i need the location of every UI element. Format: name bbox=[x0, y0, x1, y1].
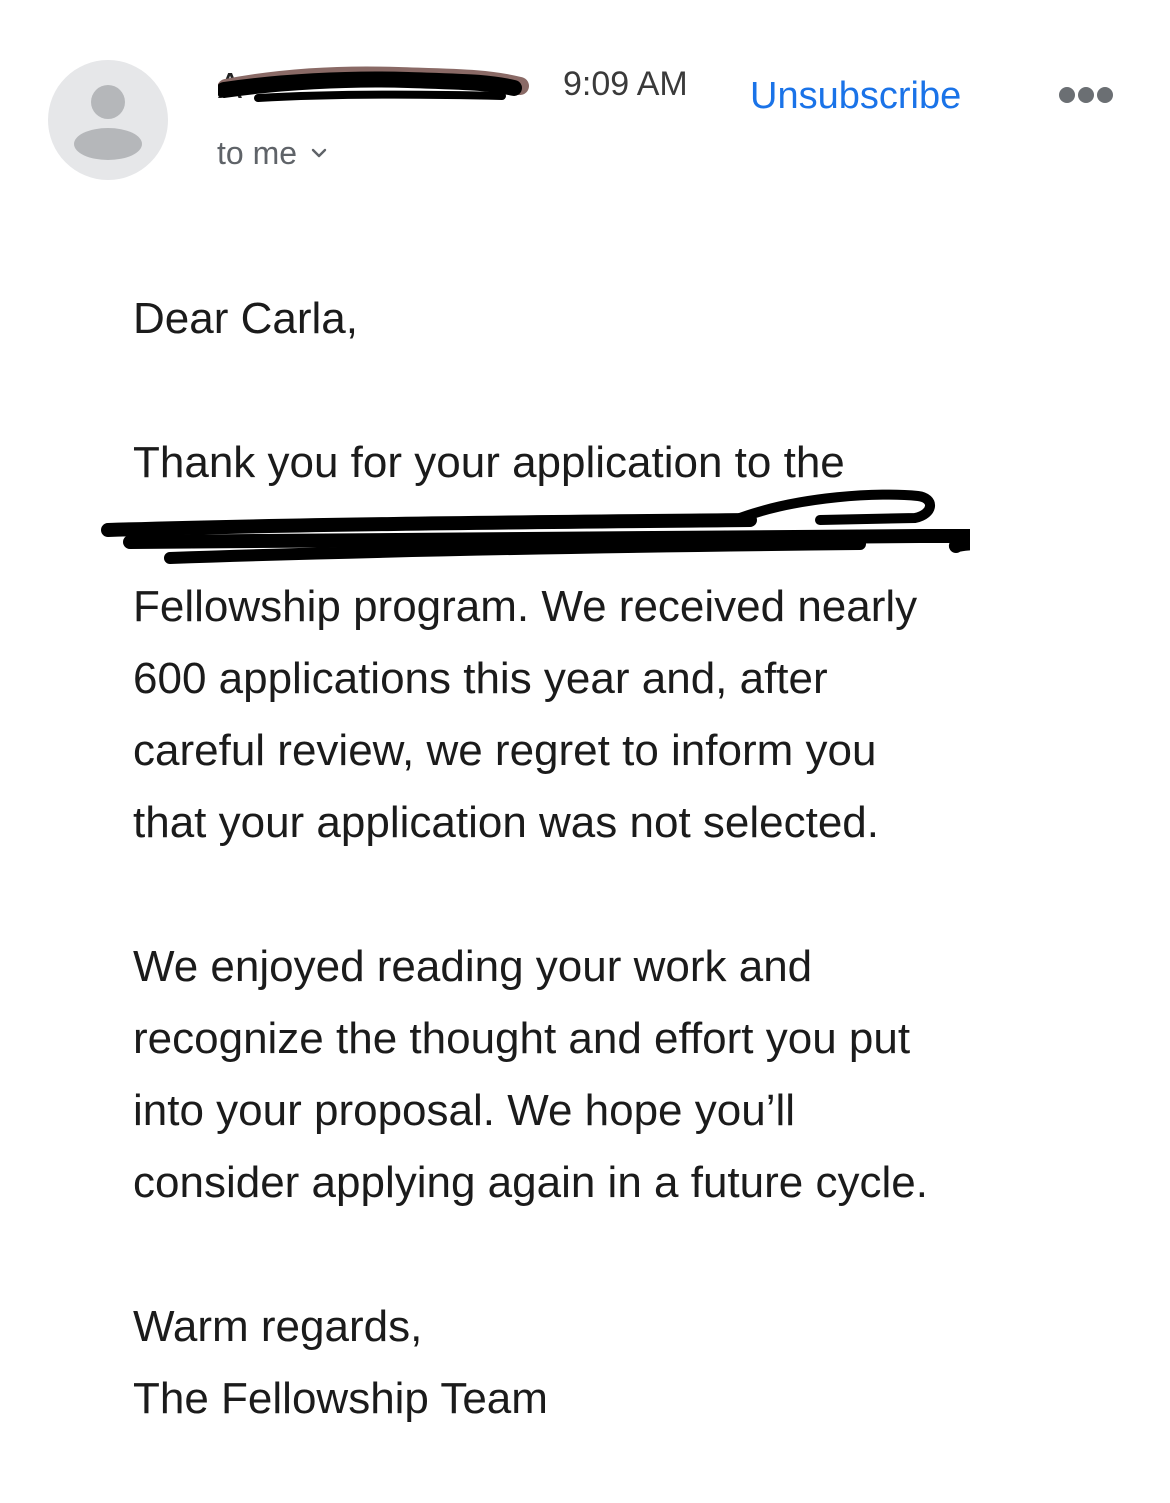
recipient-label: to me bbox=[217, 135, 298, 171]
body-line: recognize the thought and effort you put bbox=[133, 1014, 911, 1063]
recipient-toggle[interactable] bbox=[217, 133, 327, 173]
person-silhouette-icon bbox=[48, 60, 168, 180]
body-line: careful review, we regret to inform you bbox=[133, 726, 877, 775]
sender-avatar[interactable] bbox=[48, 60, 168, 180]
body-line: Thank you for your application to the bbox=[133, 438, 845, 487]
body-line: consider applying again in a future cycle. bbox=[133, 1158, 928, 1207]
sender-redaction bbox=[218, 64, 538, 108]
sender-name[interactable] bbox=[218, 64, 538, 108]
unsubscribe-link[interactable]: Unsubscribe bbox=[750, 75, 962, 117]
more-horizontal-icon bbox=[1058, 82, 1114, 108]
closing-line: Warm regards, bbox=[133, 1302, 423, 1351]
body-line: that your application was not selected. bbox=[133, 798, 880, 847]
body-line: 600 applications this year and, after bbox=[133, 654, 828, 703]
sender-initial: A bbox=[218, 65, 243, 106]
body-line: We enjoyed reading your work and bbox=[133, 942, 813, 991]
body-line: into your proposal. We hope you’ll bbox=[133, 1086, 796, 1135]
more-options-button[interactable] bbox=[1058, 82, 1114, 108]
signature-line: The Fellowship Team bbox=[133, 1374, 548, 1423]
body-line: Fellowship program. We received nearly bbox=[133, 582, 918, 631]
chevron-down-icon bbox=[311, 147, 327, 159]
email-greeting: Dear Carla, bbox=[133, 294, 358, 343]
email-timestamp: 9:09 AM bbox=[563, 65, 688, 103]
